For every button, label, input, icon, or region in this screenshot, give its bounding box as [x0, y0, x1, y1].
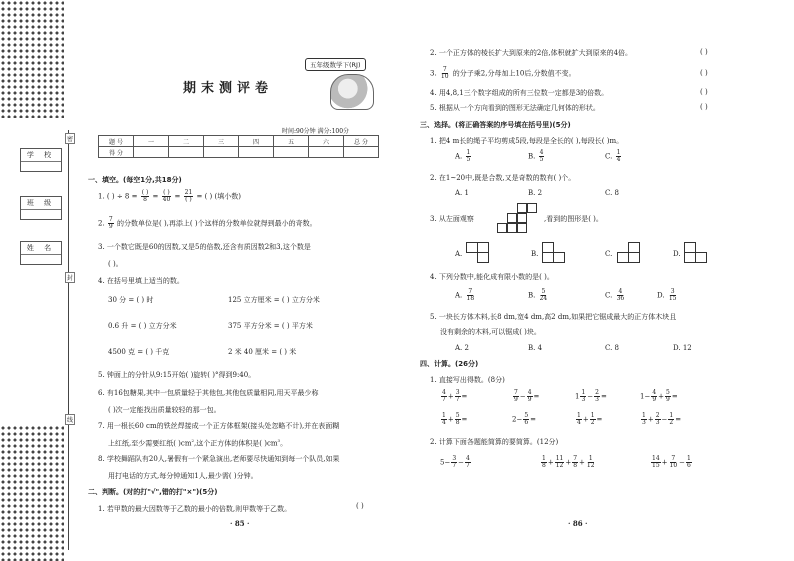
choice-5-opt[interactable]: C. 8 [605, 344, 620, 352]
score-header-cell: 总 分 [344, 136, 379, 147]
score-header-cell: 二 [169, 136, 204, 147]
unit-row: 125 立方厘米 = ( ) 立方分米 [228, 296, 320, 304]
judge-3: 3. $\frac{7}{10}$ 的分子乘2,分母加上10后,分数值不变。 [430, 66, 576, 80]
class-field[interactable]: 班 级 [20, 196, 62, 220]
view-figure-c [617, 242, 641, 264]
score-cell[interactable] [309, 147, 344, 158]
section-calc: 四、计算。(26分) [420, 360, 479, 368]
judge-1: 1. 若甲数的最大因数等于乙数的最小的倍数,则甲数等于乙数。 [98, 505, 292, 513]
choice-4-opt[interactable]: B. $\frac{5}{24}$ [528, 288, 548, 302]
calc-2: 2. 计算下面各题能简算的要简算。(12分) [430, 438, 559, 446]
seal-char: 线 [65, 414, 75, 425]
score-header-cell: 四 [239, 136, 274, 147]
calc-expr: 5− $\frac{3}{7}$ − $\frac{4}{7}$ [440, 455, 470, 469]
calc-1: 1. 直接写出得数。(8分) [430, 376, 505, 384]
question-6: 6. 有16包糖果,其中一包质量轻于其他包,其他包质量相同,用天平最少称 [98, 389, 319, 397]
question-3: 3. 一个数它既是60的因数,又是5的倍数,还含有质因数2和3,这个数是 [98, 243, 311, 251]
score-header-cell: 五 [274, 136, 309, 147]
dot-pattern-top [0, 0, 64, 118]
score-cell[interactable] [134, 147, 169, 158]
seal-char: 密 [65, 133, 75, 144]
score-table [98, 135, 379, 158]
choice-2-opt[interactable]: A. 1 [455, 189, 469, 197]
view-figure-a [466, 242, 490, 264]
view-figure-d [684, 242, 708, 264]
choice-4-opt[interactable]: C. $\frac{4}{36}$ [605, 288, 625, 302]
calc-expr: $\frac{1}{8}$ + $\frac{11}{12}$ + $\frac{7}{8}$ + $\frac{1}{12}$ [542, 455, 595, 469]
choice-5-cont: 没有剩余的木料,可以锯成( )块。 [440, 328, 541, 336]
calc-expr: $\frac{14}{15}$ + $\frac{7}{10}$ − $\frac{1}{6}$ [652, 455, 691, 469]
question-2: 2. $\frac{7}{9}$ 的分数单位是( ),再添上( )个这样的分数单位就得到最小的奇数。 [98, 216, 317, 230]
score-row-label: 得 分 [99, 147, 134, 158]
score-cell[interactable] [344, 147, 379, 158]
binding-line [68, 130, 69, 550]
question-7-cont: 上红纸,至少需要红纸( )$cm^2$,这个正方体的体积是( )$cm^3$。 [108, 438, 288, 448]
question-7: 7. 用一根长60 cm的铁丝焊接成一个正方体框架(接头处忽略不计),并在表面糊 [98, 422, 340, 430]
section-fill-blank: 一、填空。(每空1分,共18分) [88, 176, 182, 184]
question-8-cont: 用打电话的方式,每分钟通知1人,最少需( )分钟。 [108, 472, 258, 480]
score-header-cell: 三 [204, 136, 239, 147]
cube-stack-figure [497, 203, 541, 235]
judge-1-paren: ( ) [356, 502, 364, 510]
choice-4-opt[interactable]: A. $\frac{7}{18}$ [455, 288, 475, 302]
choice-4-opt[interactable]: D. $\frac{3}{15}$ [657, 288, 677, 302]
choice-3-opt[interactable]: B. [531, 250, 539, 258]
question-1: 1. ( ) ÷ 8 = $\frac{( )}{8}$ = $\frac{( )}{40}$ = $\frac{21}{( )}$ = ( ) (填小数) [98, 189, 241, 203]
score-cell[interactable] [274, 147, 309, 158]
choice-1-opt[interactable]: B. $\frac{4}{5}$ [528, 149, 544, 163]
judge-5-paren: ( ) [700, 103, 708, 111]
judge-4-paren: ( ) [700, 88, 708, 96]
section-choice: 三、选择。(将正确答案的序号填在括号里)(5分) [420, 121, 571, 129]
score-cell[interactable] [204, 147, 239, 158]
choice-3: 3. 从左面观察 [430, 215, 474, 223]
question-5: 5. 钟面上的分针从9:15开始( )旋转( )°得到9:40。 [98, 371, 256, 379]
unit-row: 30 分 = ( ) 时 [108, 296, 154, 304]
choice-5-opt[interactable]: B. 4 [528, 344, 543, 352]
judge-4: 4. 用4,8,1三个数字组成的所有三位数一定都是3的倍数。 [430, 89, 609, 97]
question-4: 4. 在括号里填上适当的数。 [98, 277, 184, 285]
score-header-cell: 六 [309, 136, 344, 147]
calc-expr: 2− $\frac{5}{6}$ = [512, 412, 537, 426]
score-cell[interactable] [169, 147, 204, 158]
choice-2-opt[interactable]: C. 8 [605, 189, 620, 197]
choice-3-cont: ,看到的图形是( )。 [544, 215, 603, 223]
question-6-cont: ( )次一定能找出质量较轻的那一包。 [108, 406, 221, 414]
choice-1-opt[interactable]: A. $\frac{1}{5}$ [455, 149, 471, 163]
judge-2-paren: ( ) [700, 48, 708, 56]
calc-expr: $\frac{4}{7}$ + $\frac{3}{7}$ = [442, 389, 468, 403]
choice-3-opt[interactable]: A. [455, 250, 463, 258]
score-cell[interactable] [239, 147, 274, 158]
unit-row: 2 米 40 厘米 = ( ) 米 [228, 348, 297, 356]
grade-tag: 五年级数学下(RJ) [305, 58, 366, 71]
choice-5-opt[interactable]: A. 2 [455, 344, 469, 352]
calc-expr: $\frac{1}{4}$ + $\frac{5}{8}$ = [442, 412, 468, 426]
dot-pattern-bottom [0, 425, 64, 561]
page-number-right: · 86 · [568, 519, 588, 528]
choice-2: 2. 在1~20中,既是合数,又是奇数的数有( )个。 [430, 174, 576, 182]
judge-2: 2. 一个正方体的棱长扩大到原来的2倍,体积就扩大到原来的4倍。 [430, 49, 633, 57]
score-header-cell: 题 号 [99, 136, 134, 147]
choice-1-opt[interactable]: C. $\frac{1}{4}$ [605, 149, 621, 163]
calc-expr: $\frac{1}{4}$ + $\frac{1}{2}$ = [577, 412, 603, 426]
choice-5-opt[interactable]: D. 12 [673, 344, 692, 352]
judge-5: 5. 根据从一个方向看到的图形无法确定几何体的形状。 [430, 104, 600, 112]
calc-expr: 1− $\frac{4}{9}$ + $\frac{5}{9}$ = [640, 389, 678, 403]
name-field[interactable]: 姓 名 [20, 241, 62, 265]
calc-expr: $\frac{1}{3}$ + $\frac{2}{3}$ − $\frac{1}{2}$ = [642, 412, 682, 426]
score-header-cell: 一 [134, 136, 169, 147]
section-judge: 二、判断。(对的打"√",错的打"×")(5分) [88, 488, 218, 496]
mascot-illustration [330, 74, 374, 110]
page-number-left: · 85 · [230, 519, 250, 528]
question-3-answer: ( )。 [108, 260, 123, 268]
choice-2-opt[interactable]: B. 2 [528, 189, 543, 197]
unit-row: 0.6 升 = ( ) 立方分米 [108, 322, 177, 330]
view-figure-b [542, 242, 566, 264]
unit-row: 375 平方分米 = ( ) 平方米 [228, 322, 313, 330]
choice-3-opt[interactable]: D. [673, 250, 681, 258]
choice-4: 4. 下列分数中,能化成有限小数的是( )。 [430, 273, 554, 281]
calc-expr: $\frac{7}{9}$ − $\frac{4}{9}$ = [514, 389, 540, 403]
question-8: 8. 学校舞蹈队有20人,暑假有一个紧急演出,老师要尽快通知到每一个队员,如果 [98, 455, 340, 463]
calc-expr: 1 $\frac{1}{3}$ − $\frac{2}{3}$ = [575, 389, 607, 403]
unit-row: 4500 克 = ( ) 千克 [108, 348, 170, 356]
seal-char: 封 [65, 272, 75, 283]
judge-3-paren: ( ) [700, 69, 708, 77]
page-title: 期末测评卷 [183, 81, 274, 96]
school-field[interactable]: 学 校 [20, 148, 62, 172]
time-info: 时间:90分钟 满分:100分 [282, 128, 350, 135]
choice-5: 5. 一块长方体木料,长8 dm,宽4 dm,高2 dm,如果把它锯成最大的正方体木块且 [430, 313, 677, 321]
choice-3-opt[interactable]: C. [605, 250, 613, 258]
choice-1: 1. 把4 m长的绳子平均剪成5段,每段是全长的( ),每段长( )m。 [430, 137, 624, 145]
